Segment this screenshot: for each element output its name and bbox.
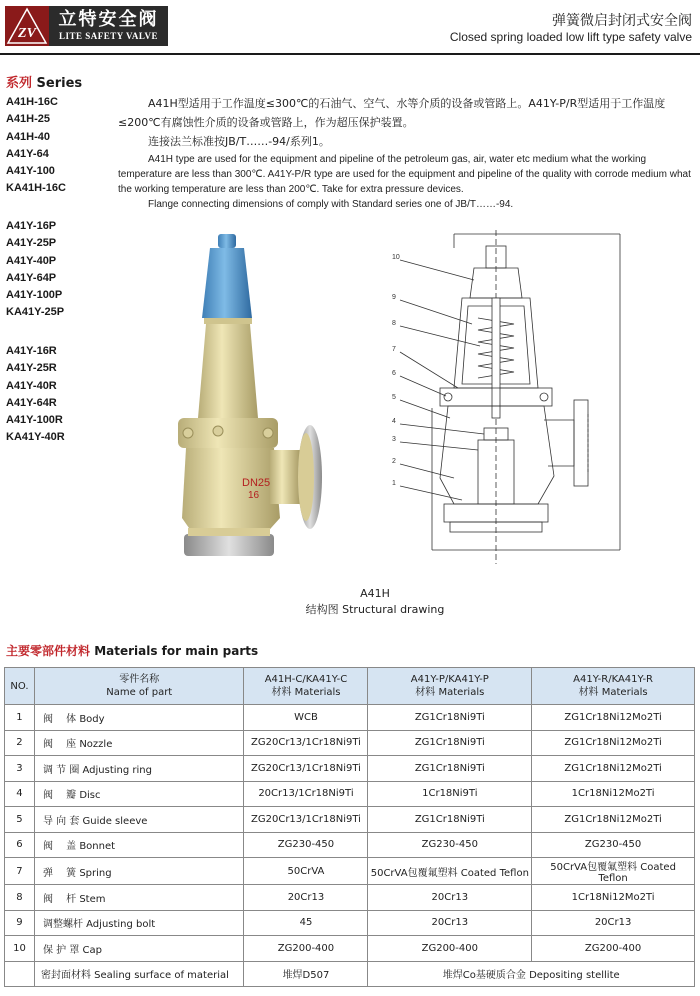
table-row [5,936,695,962]
series-group-r [6,343,65,447]
table-row [5,781,695,807]
table-row [5,832,695,858]
table-row-sealing [5,961,695,986]
col-r-sub: 材料 Materials [578,687,648,698]
cell-c3: ZG200-400 [532,936,695,962]
cell-c2: ZG1Cr18Ni9Ti [368,730,532,756]
header-divider [0,53,700,55]
valve-mark-pn: 16 [248,490,260,501]
cell-part: 调整螺杆 Adjusting bolt [34,910,244,936]
table-row [5,705,695,731]
series-model: KA41Y-40R [6,431,65,444]
seal-part: 密封面材料 Sealing surface of material [34,961,244,986]
cell-c3: ZG230-450 [532,832,695,858]
cell-c1: ZG20Cr13/1Cr18Ni9Ti [244,756,368,782]
cell-c2: ZG1Cr18Ni9Ti [368,807,532,833]
cell-c3: ZG1Cr18Ni12Mo2Ti [532,730,695,756]
description-cn-2: 连接法兰标准按JB/T……-94/系列1。 [148,135,330,148]
cell-part: 导 向 套 Guide sleeve [34,807,244,833]
col-r-model: A41Y-R/KA41Y-R [573,674,653,685]
cell-c3: ZG1Cr18Ni12Mo2Ti [532,705,695,731]
cell-c3: 50CrVA包覆氟塑料 Coated Teflon [532,858,695,885]
series-model: A41H-40 [6,130,51,143]
cell-no: 7 [5,858,35,885]
cell-c3: 20Cr13 [532,910,695,936]
series-model: A41Y-100P [6,289,63,302]
figure-caption-en: Structural drawing [342,603,445,616]
table-row [5,858,695,885]
cell-c3: ZG1Cr18Ni12Mo2Ti [532,807,695,833]
cell-no: 1 [5,705,35,731]
drawing-label-8: 8 [392,320,396,327]
series-model: KA41Y-25P [6,306,65,319]
series-model: A41Y-25P [6,237,57,250]
series-model: A41Y-25R [6,362,57,375]
drawing-label-6: 6 [392,370,396,377]
brand-logo [5,6,168,46]
figure-caption-cn: 结构图 [305,603,339,616]
cell-part: 阀 座 Nozzle [34,730,244,756]
drawing-label-4: 4 [392,418,396,425]
cell-part: 调 节 圈 Adjusting ring [34,756,244,782]
col-material-c [244,668,368,705]
cell-no: 4 [5,781,35,807]
col-material-r [532,668,695,705]
seal-c: 堆焊D507 [244,961,368,986]
cell-c2: ZG230-450 [368,832,532,858]
col-c-model: A41H-C/KA41Y-C [264,674,348,685]
cell-no: 2 [5,730,35,756]
drawing-label-3: 3 [392,436,396,443]
series-model: A41Y-16R [6,345,57,357]
figure-caption [0,601,700,617]
series-model: A41Y-40R [6,379,57,392]
drawing-label-9: 9 [392,294,396,301]
col-p-sub: 材料 Materials [415,687,485,698]
cell-c1: ZG200-400 [244,936,368,962]
col-no: NO. [5,668,35,705]
table-header-row [5,668,695,705]
cell-no: 8 [5,885,35,911]
drawing-label-2: 2 [392,458,396,465]
cell-no: 9 [5,910,35,936]
cell-c2: 20Cr13 [368,910,532,936]
description-cn [118,94,696,151]
table-row [5,730,695,756]
description-en [118,152,696,212]
drawing-label-1: 1 [392,480,396,487]
series-group-p [6,218,64,322]
valve-mark-dn: DN25 [242,477,271,489]
logo-name-en: LITE SAFETY VALVE [58,31,159,41]
cell-c2: 20Cr13 [368,885,532,911]
structural-drawing [388,228,650,566]
cell-c1: ZG230-450 [244,832,368,858]
cell-part: 保 护 罩 Cap [34,936,244,962]
cell-c1: ZG20Cr13/1Cr18Ni9Ti [244,730,368,756]
series-model: A41H-16C [6,96,58,108]
cell-c3: 1Cr18Ni12Mo2Ti [532,781,695,807]
cell-c2: 1Cr18Ni9Ti [368,781,532,807]
cell-c1: 45 [244,910,368,936]
page-title-en: Closed spring loaded low lift type safety valve [449,30,692,44]
logo-emblem-icon [5,6,49,46]
cell-part: 弹 簧 Spring [34,858,244,885]
cell-c3: 1Cr18Ni12Mo2Ti [532,885,695,911]
table-row [5,910,695,936]
series-model: A41Y-16P [6,220,57,232]
col-part-cn: 零件名称 [119,674,160,685]
materials-table [4,667,695,987]
materials-heading-cn: 主要零部件材料 [6,644,91,658]
cell-c1: 20Cr13/1Cr18Ni9Ti [244,781,368,807]
materials-table-body [5,705,695,987]
cell-no: 10 [5,936,35,962]
series-model: A41Y-40P [6,254,57,267]
col-p-model: A41Y-P/KA41Y-P [410,674,489,685]
logo-mark [5,6,49,46]
col-part-en: Name of part [106,687,173,698]
table-row [5,807,695,833]
series-heading [6,72,82,91]
cell-c3: ZG1Cr18Ni12Mo2Ti [532,756,695,782]
cell-no: 5 [5,807,35,833]
table-row [5,756,695,782]
valve-photo [170,228,330,568]
series-model: A41Y-64P [6,271,57,284]
series-model: A41Y-64R [6,396,57,409]
col-c-sub: 材料 Materials [271,687,341,698]
logo-mark-text: ZV [18,26,36,41]
drawing-label-7: 7 [392,346,396,353]
figure-model-caption: A41H [360,587,390,600]
logo-name-cn: 立特安全阀 [58,9,159,30]
cell-c2: ZG1Cr18Ni9Ti [368,705,532,731]
cell-part: 阀 瓣 Disc [34,781,244,807]
materials-heading-en: Materials for main parts [94,644,259,658]
cell-c1: WCB [244,705,368,731]
series-model: KA41H-16C [6,182,66,195]
cell-c1: 20Cr13 [244,885,368,911]
series-model: A41Y-100 [6,165,55,178]
series-model: A41H-25 [6,113,51,126]
cell-part: 阀 盖 Bonnet [34,832,244,858]
cell-c2: 50CrVA包覆氟塑料 Coated Teflon [368,858,532,885]
page-title-cn: 弹簧微启封闭式安全阀 [552,13,692,29]
series-model: A41Y-100R [6,414,63,427]
description-cn-1: A41H型适用于工作温度≤300℃的石油气、空气、水等介质的设备或管路上。A41Y-P/R型适用于工作温度≤200℃有腐蚀性介质的设备或管路上，作为超压保护装置。 [118,97,666,129]
series-heading-cn: 系列 [6,76,33,91]
cell-part: 阀 杆 Stem [34,885,244,911]
cell-no: 6 [5,832,35,858]
seal-pr: 堆焊Co基硬质合金 Depositing stellite [368,961,695,986]
series-heading-en: Series [36,76,83,91]
cell-part: 阀 体 Body [34,705,244,731]
cell-c1: 50CrVA [244,858,368,885]
cell-no: 3 [5,756,35,782]
description-en-2: Flange connecting dimensions of comply with Standard series one of JB/T……-94. [148,199,514,210]
cell-c2: ZG1Cr18Ni9Ti [368,756,532,782]
drawing-label-10: 10 [392,254,400,261]
col-part [34,668,244,705]
materials-heading [6,642,258,659]
col-material-p [368,668,532,705]
cell-c2: ZG200-400 [368,936,532,962]
series-group-h [6,94,66,198]
table-row [5,885,695,911]
description-en-1: A41H type are used for the equipment and pipeline of the petroleum gas, air, water etc medium what the working temperature are less than 300℃. A41Y-P/R type are used for the equipment and pipeline of the quality with corrode medium what the working temperature are less than 200℃. Take for extra pressure devices. [118,154,691,195]
cell-c1: ZG20Cr13/1Cr18Ni9Ti [244,807,368,833]
series-model: A41Y-64 [6,147,49,160]
drawing-label-5: 5 [392,394,396,401]
